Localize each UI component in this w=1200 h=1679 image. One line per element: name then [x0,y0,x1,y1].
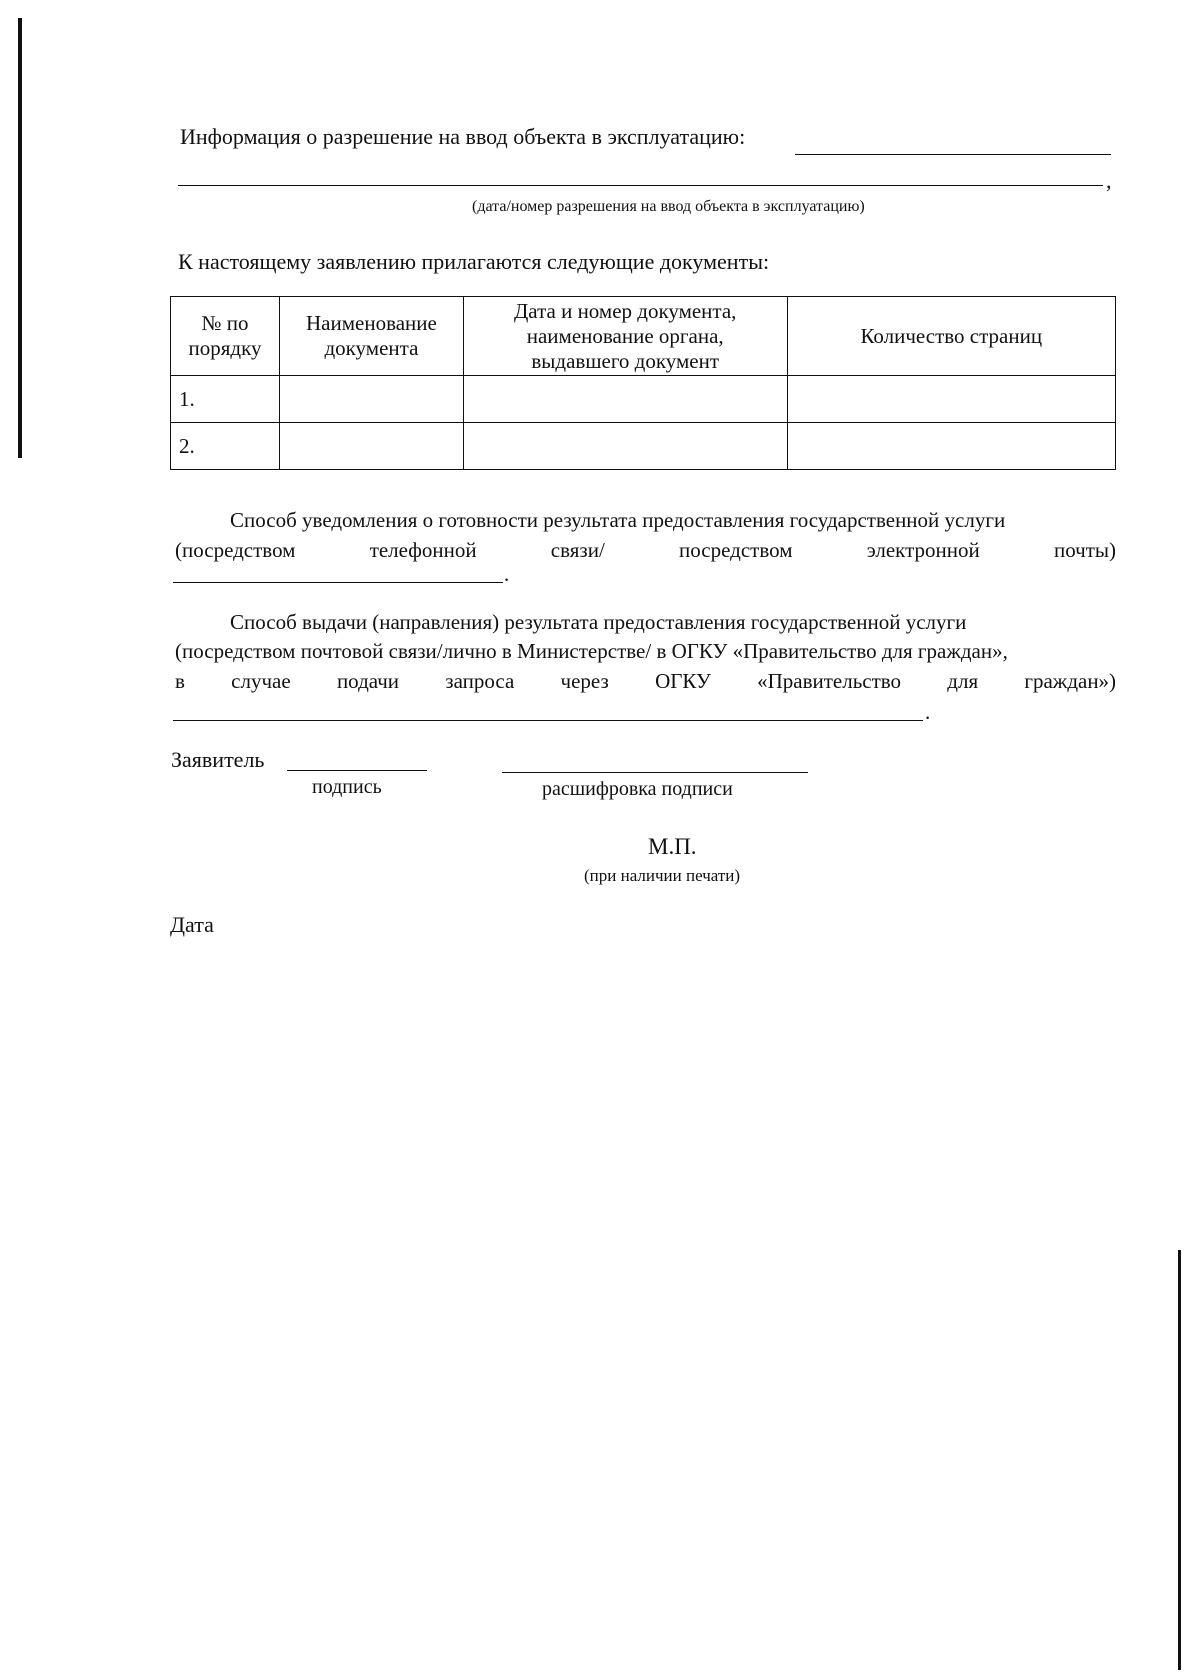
permit-blank-1[interactable] [795,154,1111,155]
date-label: Дата [170,912,214,937]
delivery-word: граждан») [1024,669,1117,693]
notification-word: посредством [679,538,793,562]
permit-label: Информация о разрешение на ввод объекта в эксплуатацию: [180,124,746,149]
header-page-count: Количество страниц [787,297,1115,376]
attachments-intro: К настоящему заявлению прилагаются следующие документы: [178,249,770,274]
delivery-line-2: (посредством почтовой связи/лично в Министерстве/ в ОГКУ «Правительство для граждан», [175,639,1008,663]
notification-period: . [504,562,510,586]
signature-decoding-hint: расшифровка подписи [542,778,733,800]
stamp-label: М.П. [648,834,697,859]
signature-hint: подпись [312,776,382,798]
delivery-word: «Правительство [757,669,902,693]
permit-hint: (дата/номер разрешения на ввод объекта в эксплуатацию) [472,198,865,215]
permit-comma: , [1106,168,1112,193]
delivery-word: случае [231,669,291,693]
delivery-blank[interactable] [173,720,923,721]
table-header-row [171,297,1116,376]
notification-word: (посредством [175,538,296,562]
header-date-number: Дата и номер документа, наименование органа, выдавшего документ [463,297,787,376]
scan-edge-left [18,18,22,458]
delivery-word: ОГКУ [655,669,711,693]
row-document-name[interactable] [279,423,463,470]
permit-blank-2[interactable] [178,185,1103,186]
row-page-count[interactable] [787,376,1115,423]
delivery-word: в [175,669,185,693]
scan-edge-right [1178,1250,1181,1670]
row-number: 2. [171,423,280,470]
row-date-number[interactable] [463,423,787,470]
header-number: № по порядку [171,297,280,376]
delivery-line-3 [175,668,1116,694]
signature-blank[interactable] [287,770,427,771]
table-row [171,376,1116,423]
header-document-name: Наименование документа [279,297,463,376]
delivery-word: через [560,669,609,693]
row-page-count[interactable] [787,423,1115,470]
row-date-number[interactable] [463,376,787,423]
delivery-word: подачи [336,669,400,693]
notification-word: связи/ [550,538,605,562]
notification-line-1: Способ уведомления о готовности результата предоставления государственной услуги [230,508,1006,532]
notification-word: телефонной [369,538,477,562]
notification-line-2 [175,537,1116,563]
delivery-period: . [925,700,931,724]
table-row [171,423,1116,470]
delivery-word: для [947,669,979,693]
applicant-label: Заявитель [171,747,265,772]
documents-table [170,296,1116,470]
notification-word: электронной [866,538,980,562]
notification-word: почты) [1053,538,1116,562]
row-number: 1. [171,376,280,423]
delivery-word: запроса [445,669,515,693]
notification-blank[interactable] [173,582,503,583]
stamp-hint: (при наличии печати) [584,866,741,885]
signature-decoding-blank[interactable] [502,772,808,773]
row-document-name[interactable] [279,376,463,423]
delivery-line-1: Способ выдачи (направления) результата предоставления государственной услуги [230,610,967,634]
